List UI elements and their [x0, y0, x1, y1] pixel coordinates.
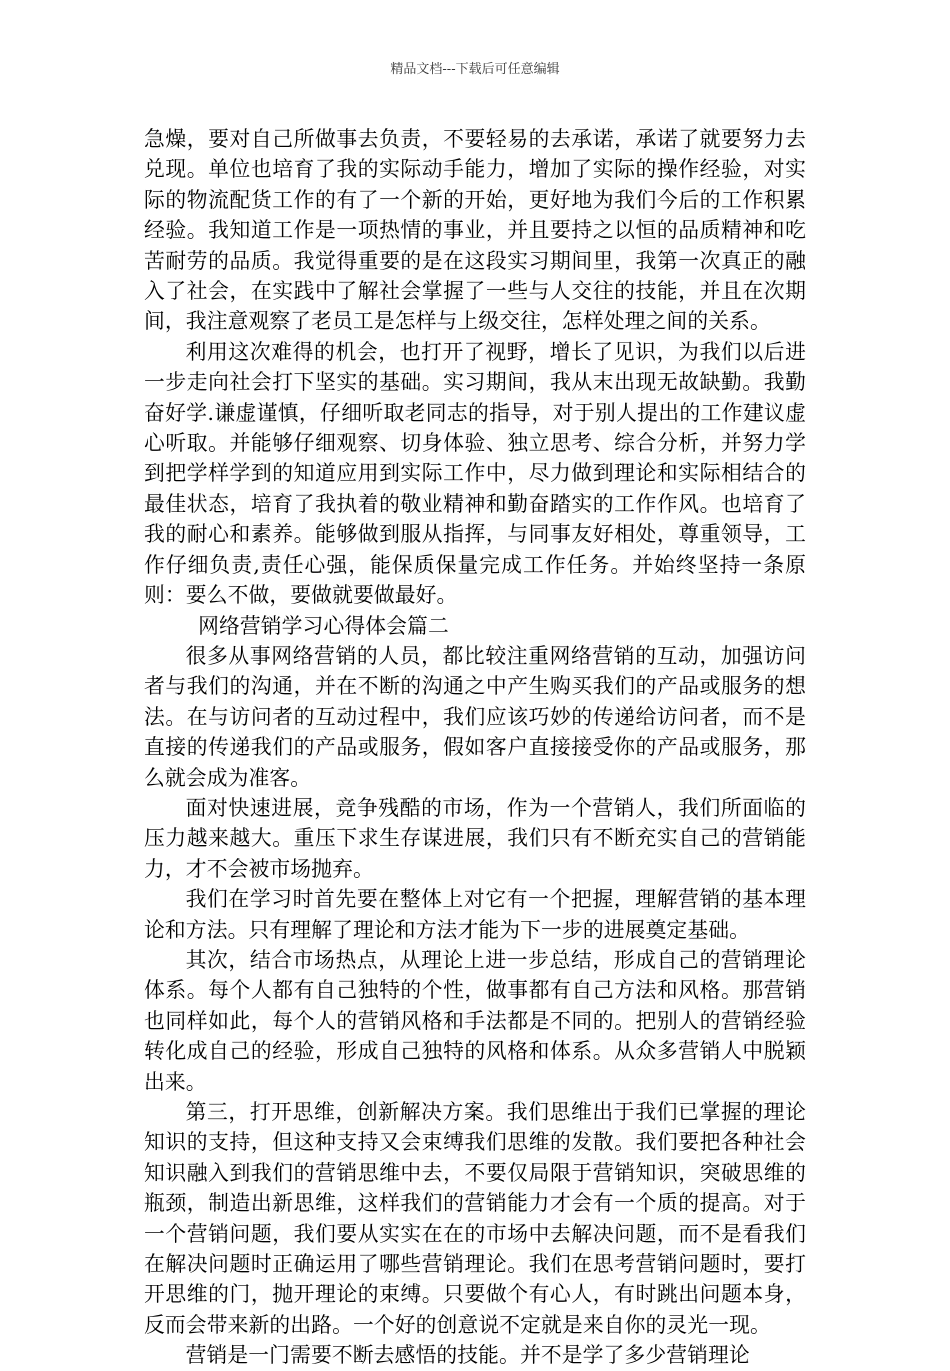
- page-header: 精品文档---下载后可任意编辑: [390, 62, 560, 77]
- paragraph-4: 面对快速进展，竞争残酷的市场，作为一个营销人，我们所面临的压力越来越大。重压下求生存谋进展，我们只有不断充实自己的营销能力，才不会被市场抛弃。: [144, 795, 806, 881]
- paragraph-5: 我们在学习时首先要在整体上对它有一个把握，理解营销的基本理论和方法。只有理解了理论和方法才能为下一步的进展奠定基础。: [144, 887, 806, 942]
- paragraph-7: 第三，打开思维，创新解决方案。我们思维出于我们已掌握的理论知识的支持，但这种支持又会束缚我们思维的发散。我们要把各种社会知识融入到我们的营销思维中去，不要仅局限于营销知识，突破思维的瓶颈，制造出新思维，这样我们的营销能力才会有一个质的提高。对于一个营销问题，我们要从实实在在的市场中去解决问题，而不是看我们在解决问题时正确运用了哪些营销理论。我们在思考营销问题时，要打开思维的门，抛开理论的束缚。只要做个有心人，有时跳出问题本身，反而会带来新的出路。一个好的创意说不定就是来自你的灵光一现。: [144, 1100, 806, 1337]
- paragraph-3: 很多从事网络营销的人员，都比较注重网络营销的互动，加强访问者与我们的沟通，并在不断的沟通之中产生购买我们的产品或服务的想法。在与访问者的互动过程中，我们应该巧妙的传递给访问者，而不是直接的传递我们的产品或服务，假如客户直接接受你的产品或服务，那么就会成为准客。: [144, 643, 806, 790]
- section-heading: 网络营销学习心得体会篇二: [198, 613, 449, 638]
- paragraph-6: 其次，结合市场热点，从理论上进一步总结，形成自己的营销理论体系。每个人都有自己独特的个性，做事都有自己方法和风格。那营销也同样如此，每个人的营销风格和手法都是不同的。把别人的营销经验转化成自己的经验，形成自己独特的风格和体系。从众多营销人中脱颖出来。: [144, 947, 806, 1094]
- document-body: [144, 124, 806, 1371]
- paragraph-8: 营销是一门需要不断去感悟的技能。并不是学了多少营销理论: [185, 1343, 750, 1368]
- paragraph-1: 急燥，要对自己所做事去负责，不要轻易的去承诺，承诺了就要努力去兑现。单位也培育了我的实际动手能力，增加了实际的操作经验，对实际的物流配货工作的有了一个新的开始，更好地为我们今后的工作积累经验。我知道工作是一项热情的事业，并且要持之以恒的品质精神和吃苦耐劳的品质。我觉得重要的是在这段实习期间里，我第一次真正的融入了社会，在实践中了解社会掌握了一些与人交往的技能，并且在次期间，我注意观察了老员工是怎样与上级交往，怎样处理之间的关系。: [144, 127, 806, 334]
- paragraph-2: 利用这次难得的机会，也打开了视野，增长了见识，为我们以后进一步走向社会打下坚实的基础。实习期间，我从末出现无故缺勤。我勤奋好学.谦虚谨慎，仔细听取老同志的指导，对于别人提出的工作建议虚心听取。并能够仔细观察、切身体验、独立思考、综合分析，并努力学到把学样学到的知道应用到实际工作中，尽力做到理论和实际相结合的最佳状态，培育了我执着的敬业精神和勤奋踏实的工作作风。也培育了我的耐心和素养。能够做到服从指挥，与同事友好相处，尊重领导，工作仔细负责,责任心强，能保质保量完成工作任务。并始终坚持一条原则：要么不做，要做就要做最好。: [144, 339, 806, 608]
